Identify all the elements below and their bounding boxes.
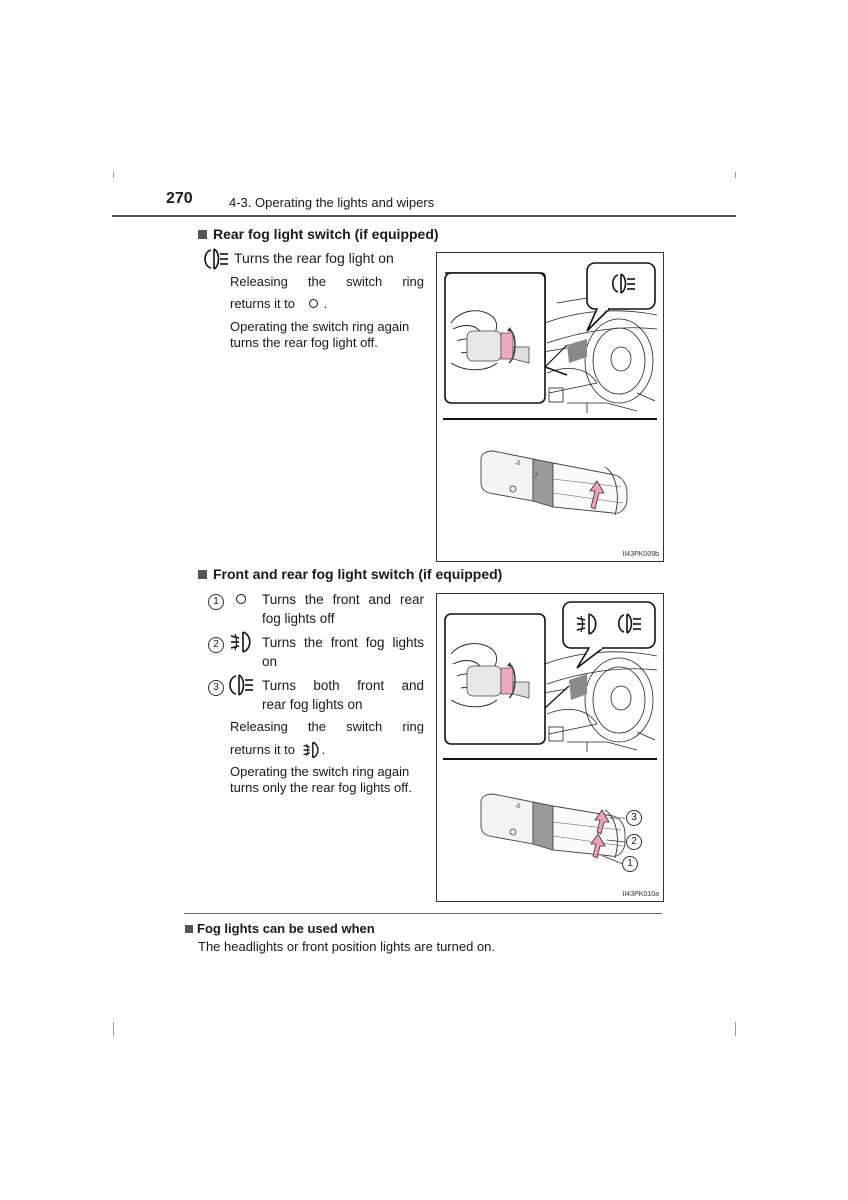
callout-3: 3 — [626, 810, 642, 826]
rear-operating-note: Operating the switch ring again turns the rear fog light off. — [230, 319, 410, 350]
svg-text:ƒ: ƒ — [535, 473, 538, 479]
rear-release-line: Releasing the switch ring — [230, 274, 424, 289]
item-3-line1: Turns both front and — [262, 678, 424, 693]
list-item — [208, 634, 224, 653]
list-item — [208, 591, 224, 610]
front-rear-fog-section-title: Front and rear fog light switch (if equipped) — [198, 566, 502, 582]
rear-returns-line: returns it to . — [230, 296, 328, 311]
front-rear-fog-switch-figure — [436, 593, 664, 902]
front-rear-release-line: Releasing the switch ring — [230, 719, 424, 734]
callout-2: 2 — [626, 834, 642, 850]
crop-mark — [113, 172, 114, 178]
rear-fog-light-icon — [229, 674, 255, 696]
svg-text:-0: -0 — [515, 804, 521, 810]
square-bullet-icon — [185, 925, 193, 933]
rear-fog-switch-figure — [436, 252, 664, 562]
front-rear-operating-note: Operating the switch ring again turns only the rear fog lights off. — [230, 764, 412, 795]
item-number-badge: 3 — [208, 680, 224, 696]
crop-mark — [113, 1022, 114, 1036]
off-position-icon — [309, 299, 318, 308]
note-rule — [184, 913, 662, 914]
rear-fog-light-icon — [204, 248, 230, 270]
crop-mark — [735, 1022, 736, 1036]
item-number-badge: 1 — [208, 594, 224, 610]
page-number: 270 — [166, 190, 193, 207]
header-rule — [112, 215, 736, 217]
list-item — [208, 677, 224, 696]
callout-1: 1 — [622, 856, 638, 872]
chapter-title: 4-3. Operating the lights and wipers — [229, 195, 435, 210]
rear-fog-item-text: Turns the rear fog light on — [234, 250, 394, 266]
rear-fog-section-title: Rear fog light switch (if equipped) — [198, 226, 439, 242]
square-bullet-icon — [198, 230, 207, 239]
item-2-line2: on — [262, 654, 278, 669]
square-bullet-icon — [198, 570, 207, 579]
note-body: The headlights or front position lights are turned on. — [198, 939, 496, 954]
item-2-line1: Turns the front fog lights — [262, 635, 424, 650]
front-rear-returns-line: returns it to . — [230, 741, 325, 763]
figure-code: II43PK009b — [622, 551, 659, 558]
front-fog-light-icon — [302, 741, 322, 763]
item-3-line2: rear fog lights on — [262, 697, 363, 712]
off-position-icon — [236, 594, 246, 604]
item-1-line2: fog lights off — [262, 611, 335, 626]
note-title: Fog lights can be used when — [185, 921, 375, 936]
figure-code: II43PK010a — [622, 891, 659, 898]
front-fog-light-icon — [229, 631, 255, 653]
svg-text:-0: -0 — [515, 461, 521, 467]
item-number-badge: 2 — [208, 637, 224, 653]
crop-mark — [735, 172, 736, 178]
item-1-line1: Turns the front and rear — [262, 592, 424, 607]
